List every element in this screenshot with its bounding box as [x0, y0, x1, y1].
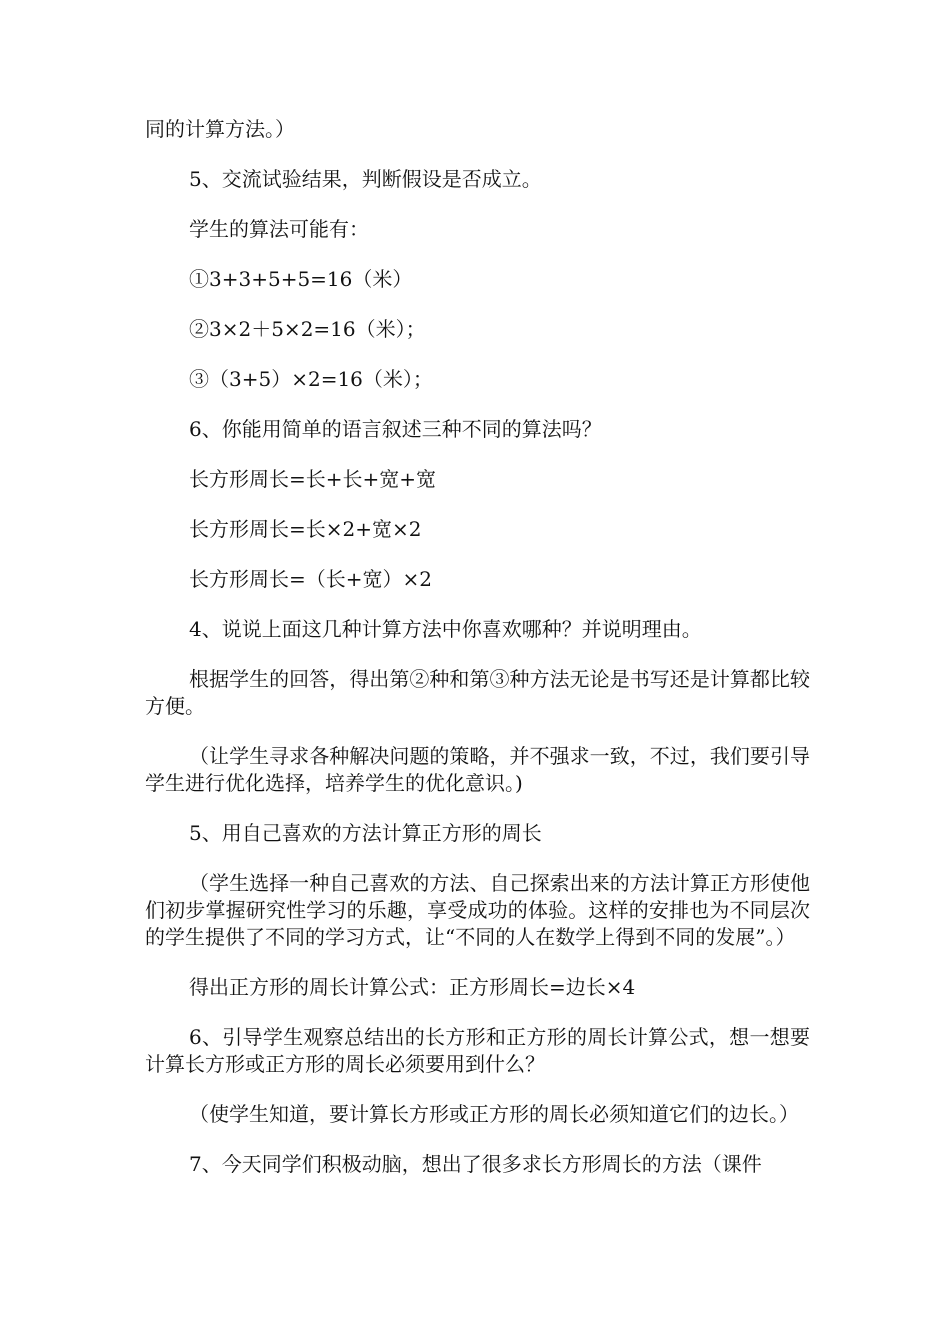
paragraph: 4、说说上面这几种计算方法中你喜欢哪种？并说明理由。 [189, 617, 702, 641]
paragraph: 长方形周长=长×2+宽×2 [189, 517, 422, 541]
paragraph: （学生选择一种自己喜欢的方法、自己探索出来的方法计算正方形使他们初步掌握研究性学习的乐趣，享受成功的体验。这样的安排也为不同层次的学生提供了不同的学习方式，让“不同的人在数学上得到不同的发展”。） [145, 871, 810, 949]
paragraph: 长方形周长=（长+宽）×2 [189, 567, 432, 591]
paragraph: 根据学生的回答，得出第②种和第③种方法无论是书写还是计算都比较方便。 [145, 667, 810, 718]
paragraph: （使学生知道，要计算长方形或正方形的周长必须知道它们的边长。） [189, 1102, 799, 1126]
paragraph: 得出正方形的周长计算公式：正方形周长=边长×4 [189, 975, 636, 999]
paragraph: 5、用自己喜欢的方法计算正方形的周长 [189, 821, 542, 845]
paragraph: 同的计算方法。） [145, 117, 295, 141]
document-body [145, 116, 810, 1201]
paragraph: 7、今天同学们积极动脑，想出了很多求长方形周长的方法（课件 [189, 1152, 762, 1176]
paragraph: 长方形周长=长+长+宽+宽 [189, 467, 437, 491]
paragraph: 6、引导学生观察总结出的长方形和正方形的周长计算公式，想一想要计算长方形或正方形的周长必须要用到什么？ [145, 1025, 810, 1076]
paragraph: 5、交流试验结果，判断假设是否成立。 [189, 167, 542, 191]
paragraph: 学生的算法可能有： [189, 217, 369, 241]
paragraph: ①3+3+5+5=16（米） [189, 267, 413, 291]
paragraph: 6、你能用简单的语言叙述三种不同的算法吗？ [189, 417, 602, 441]
paragraph: ②3×2＋5×2=16（米）； [189, 317, 426, 341]
paragraph: ③（3+5）×2=16（米）； [189, 367, 433, 391]
paragraph: （让学生寻求各种解决问题的策略，并不强求一致，不过，我们要引导学生进行优化选择，培养学生的优化意识。) [145, 744, 810, 795]
